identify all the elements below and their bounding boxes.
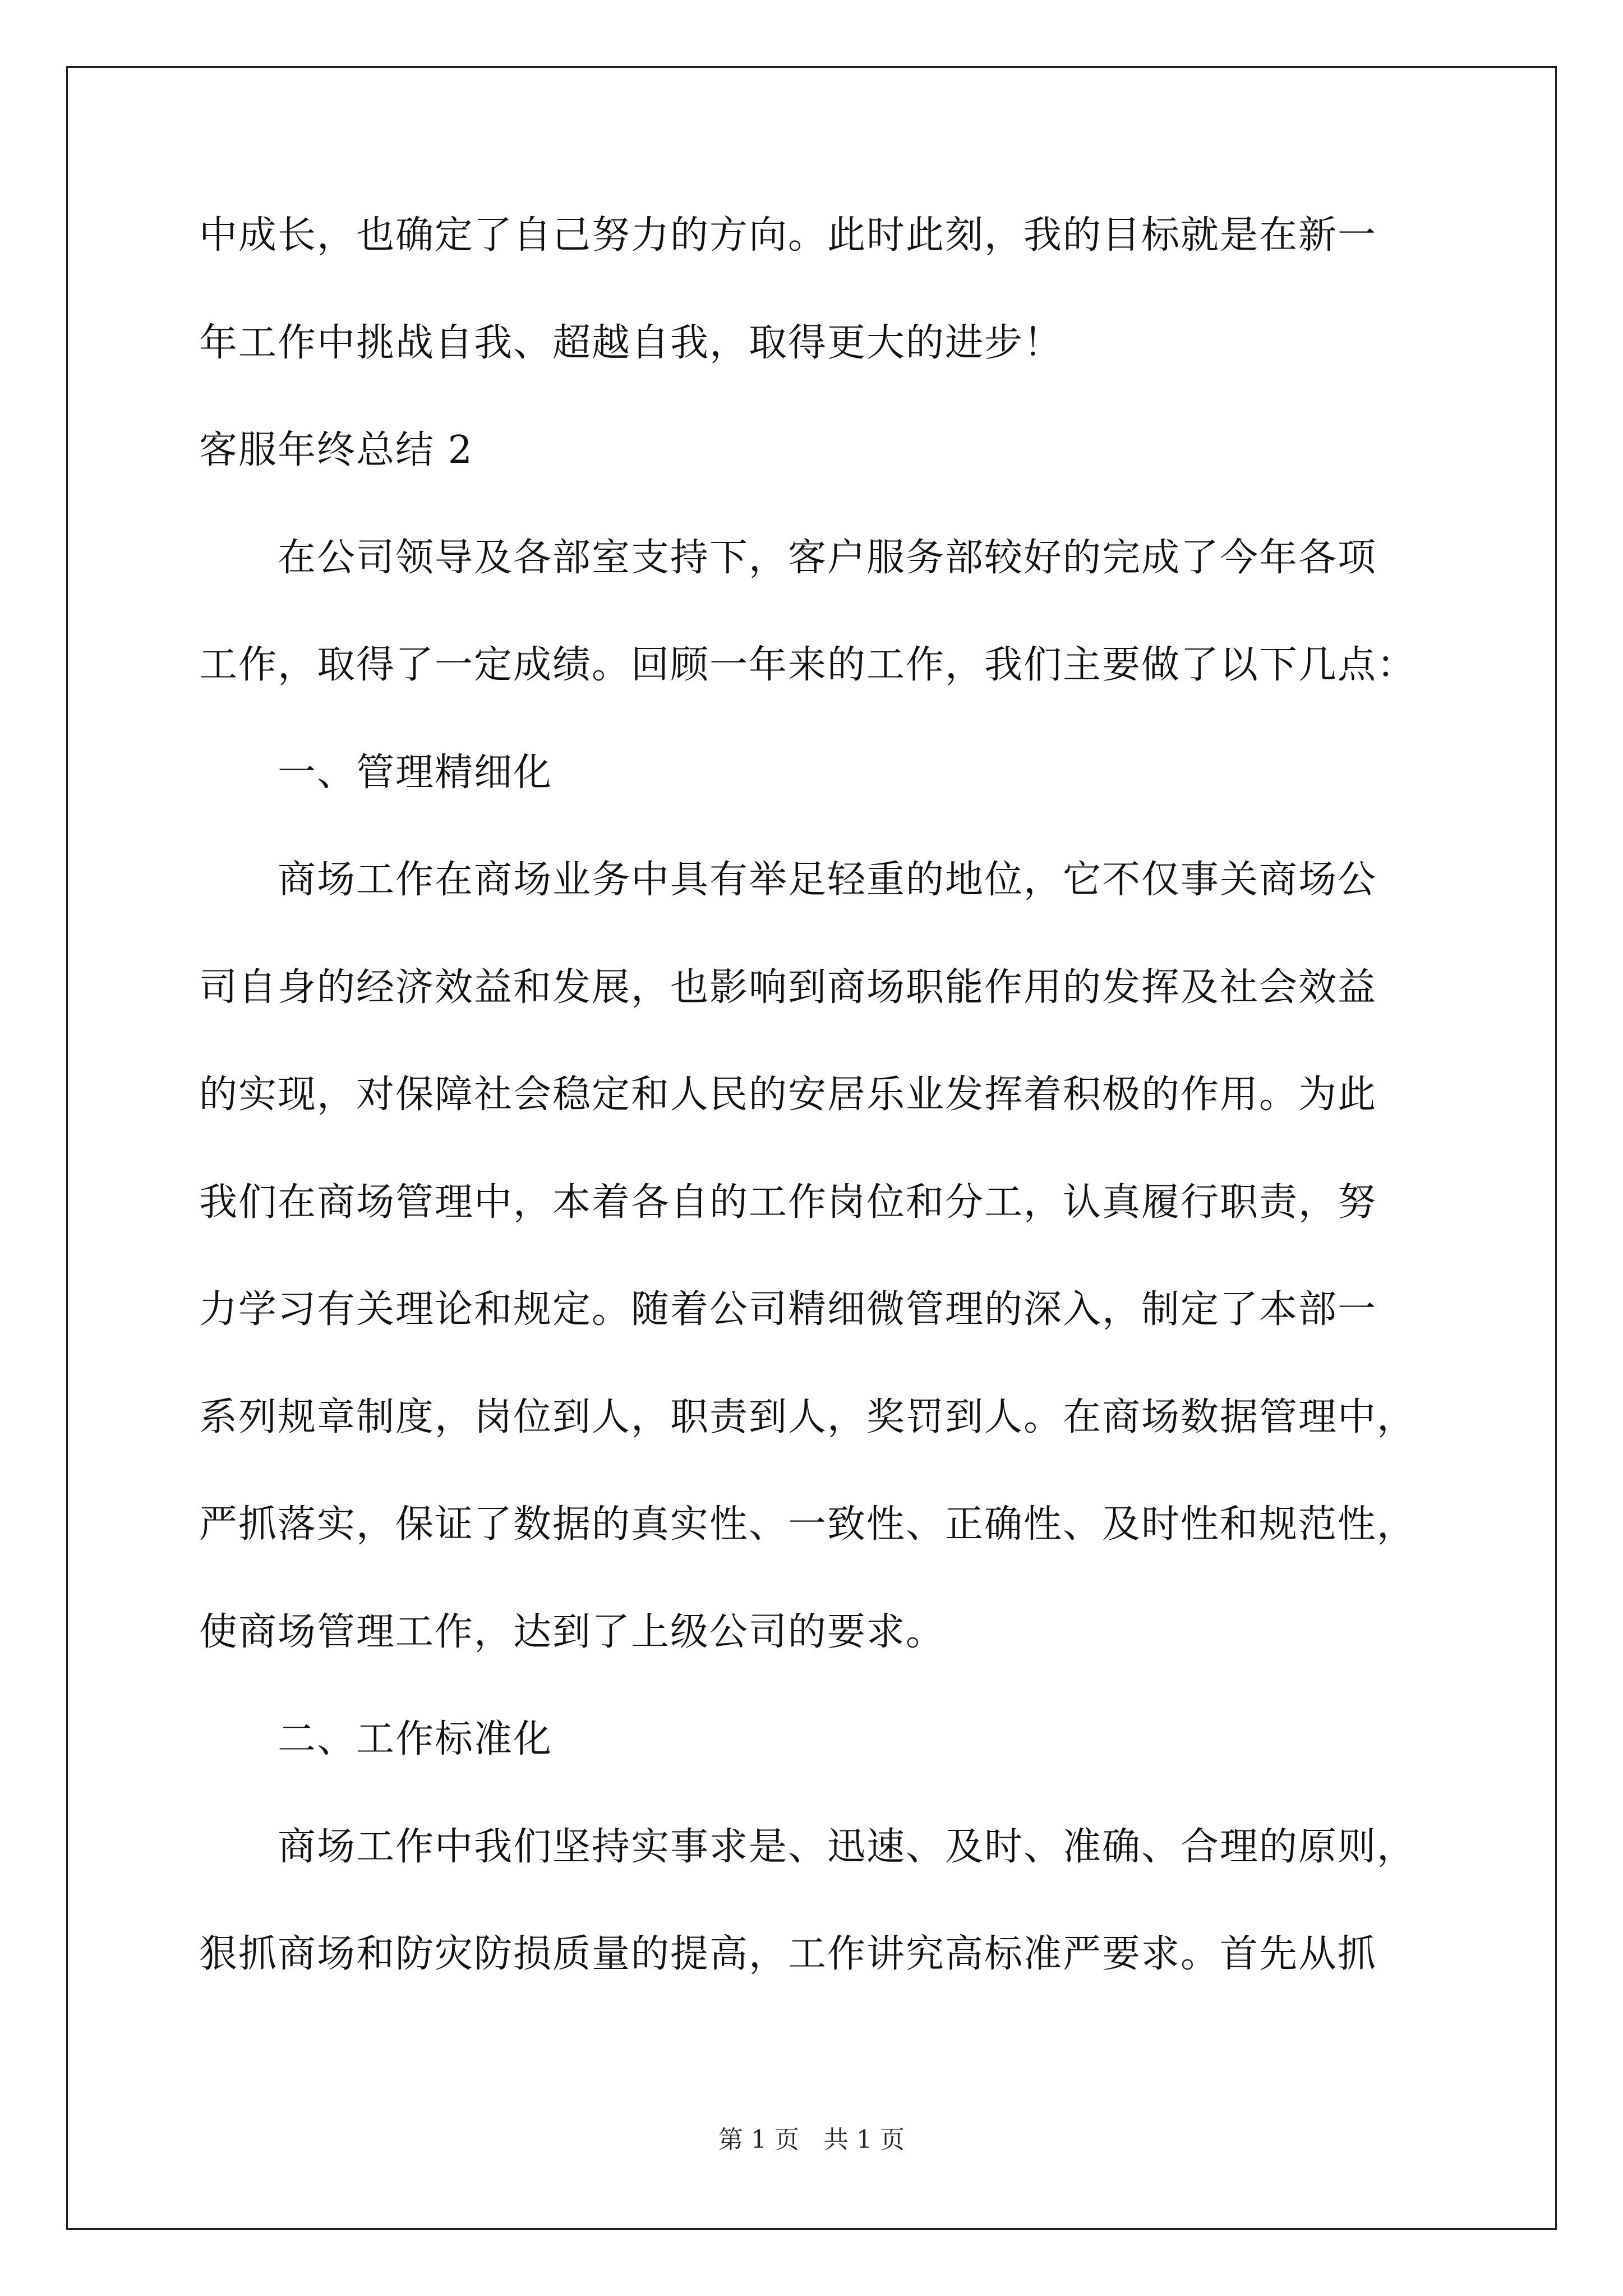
text-line: 司自身的经济效益和发展，也影响到商场职能作用的发挥及社会效益 [199, 965, 1377, 1010]
subheading: 一、管理精细化 [199, 751, 553, 795]
text-line: 严抓落实，保证了数据的真实性、一致性、正确性、及时性和规范性， [199, 1502, 1417, 1547]
text-line: 的实现，对保障社会稳定和人民的安居乐业发挥着积极的作用。为此 [199, 1073, 1377, 1117]
text-line: 商场工作中我们坚持实事求是、迅速、及时、准确、合理的原则， [199, 1825, 1417, 1869]
page-number-footer: 第 1 页 共 1 页 [718, 2125, 905, 2154]
text-line: 年工作中挑战自我、超越自我，取得更大的进步！ [199, 321, 1063, 365]
text-line: 中成长，也确定了自己努力的方向。此时此刻，我的目标就是在新一 [199, 213, 1377, 257]
text-line: 使商场管理工作，达到了上级公司的要求。 [199, 1610, 946, 1654]
text-line: 在公司领导及各部室支持下，客户服务部较好的完成了今年各项 [199, 536, 1377, 580]
section-heading: 客服年终总结 2 [199, 428, 473, 472]
text-line: 工作，取得了一定成绩。回顾一年来的工作，我们主要做了以下几点： [199, 643, 1417, 687]
page-border [66, 66, 1557, 2230]
text-line: 我们在商场管理中，本着各自的工作岗位和分工，认真履行职责，努 [199, 1180, 1377, 1225]
text-line: 狠抓商场和防灾防损质量的提高，工作讲究高标准严要求。首先从抓 [199, 1932, 1377, 1976]
text-line: 力学习有关理论和规定。随着公司精细微管理的深入，制定了本部一 [199, 1287, 1377, 1332]
subheading: 二、工作标准化 [199, 1717, 553, 1761]
text-line: 系列规章制度，岗位到人，职责到人，奖罚到人。在商场数据管理中， [199, 1395, 1417, 1439]
text-line: 商场工作在商场业务中具有举足轻重的地位，它不仅事关商场公 [199, 858, 1377, 902]
